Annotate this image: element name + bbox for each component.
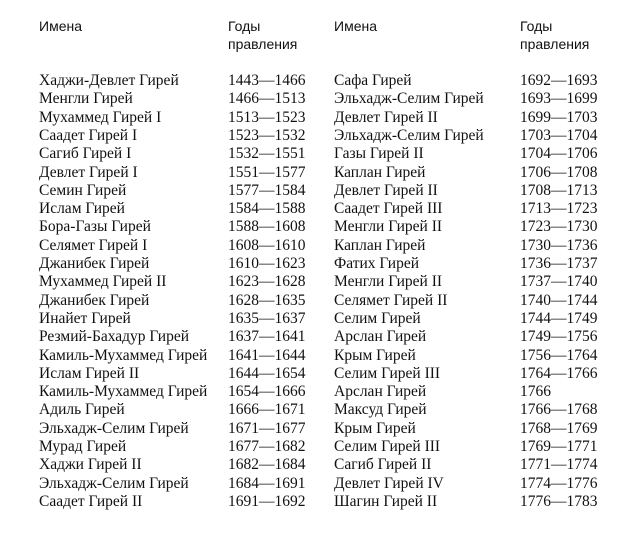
khan-name-right: Каплан Гирей [334, 236, 426, 254]
reign-years-right: 1766 [520, 383, 551, 401]
header-years-right: Годы правления [520, 18, 590, 52]
table-row [0, 273, 634, 291]
table-row [0, 109, 634, 127]
table-row [0, 127, 634, 145]
reign-years-right: 1771—1774 [520, 456, 598, 474]
reign-years-right: 1774—1776 [520, 474, 598, 492]
reign-years-right: 1736—1737 [520, 255, 598, 272]
reign-years-left: 1608—1610 [228, 236, 306, 254]
reign-years-left: 1641—1644 [228, 346, 306, 364]
reign-years-right: 1708—1713 [520, 181, 598, 199]
table-row [0, 200, 634, 218]
reign-years-left: 1635—1637 [228, 309, 306, 327]
table-row [0, 438, 634, 456]
table-row [0, 255, 634, 273]
reign-years-left: 1551—1577 [228, 163, 306, 181]
khan-name-left: Хаджи-Девлет Гирей [39, 72, 179, 89]
reign-years-left: 1523—1532 [228, 126, 306, 144]
reign-years-left: 1623—1628 [228, 273, 306, 291]
reign-years-right: 1692—1693 [520, 72, 598, 89]
reign-years-right: 1764—1766 [520, 364, 598, 382]
khan-name-right: Фатих Гирей [334, 255, 420, 272]
khan-name-left: Камиль-Мухаммед Гирей [39, 346, 208, 364]
table-row [0, 218, 634, 236]
khan-name-left: Эльхадж-Селим Гирей [39, 419, 189, 437]
reign-years-left: 1671—1677 [228, 419, 306, 437]
khan-name-right: Менгли Гирей II [334, 218, 443, 236]
reign-years-left: 1628—1635 [228, 291, 306, 309]
khan-name-left: Мухаммед Гирей II [39, 273, 167, 291]
reign-years-right: 1756—1764 [520, 346, 598, 364]
khan-name-left: Мурад Гирей [39, 438, 127, 455]
khan-name-left: Ислам Гирей II [39, 364, 140, 382]
table-row [0, 310, 634, 328]
reign-years-right: 1776—1783 [520, 492, 598, 510]
khan-name-right: Сагиб Гирей II [334, 456, 432, 474]
reign-years-right: 1737—1740 [520, 273, 598, 291]
khan-name-right: Каплан Гирей [334, 163, 426, 181]
khan-name-right: Менгли Гирей II [334, 273, 443, 291]
reign-years-left: 1532—1551 [228, 145, 306, 163]
khan-name-left: Мухаммед Гирей I [39, 108, 162, 126]
reign-years-right: 1749—1756 [520, 328, 598, 346]
table-row [0, 347, 634, 365]
khan-name-right: Девлет Гирей II [334, 181, 438, 199]
reign-years-left: 1443—1466 [228, 72, 306, 89]
reign-years-left: 1577—1584 [228, 181, 306, 199]
khan-name-right: Максуд Гирей [334, 401, 427, 419]
khan-name-left: Девлет Гирей I [39, 163, 138, 181]
reign-years-left: 1588—1608 [228, 218, 306, 236]
table-row [0, 401, 634, 419]
khan-name-right: Селим Гирей [334, 309, 421, 327]
reign-years-right: 1706—1708 [520, 163, 598, 181]
table-row [0, 365, 634, 383]
table-row [0, 475, 634, 493]
khan-name-right: Шагин Гирей II [334, 492, 438, 510]
reign-years-left: 1666—1671 [228, 401, 306, 419]
header-years-left: Годы правления [228, 18, 298, 52]
reign-years-right: 1730—1736 [520, 236, 598, 254]
khan-name-right: Крым Гирей [334, 346, 416, 364]
reign-years-left: 1691—1692 [228, 492, 306, 510]
khan-name-right: Эльхадж-Селим Гирей [334, 126, 484, 144]
reign-years-left: 1654—1666 [228, 383, 306, 401]
khan-name-left: Бора-Газы Гирей [39, 218, 151, 236]
khan-name-right: Арслан Гирей [334, 383, 427, 401]
header-names-right: Имена [334, 18, 377, 34]
table-row [0, 328, 634, 346]
khan-name-right: Сафа Гирей [334, 72, 412, 89]
khan-name-right: Девлет Гирей IV [334, 474, 444, 492]
table-row [0, 420, 634, 438]
table-row [0, 145, 634, 163]
reign-years-right: 1744—1749 [520, 309, 598, 327]
reign-years-left: 1610—1623 [228, 255, 306, 272]
reign-years-right: 1713—1723 [520, 200, 598, 218]
table-row [0, 292, 634, 310]
reign-years-right: 1703—1704 [520, 126, 598, 144]
reign-years-left: 1637—1641 [228, 328, 306, 346]
khan-name-right: Крым Гирей [334, 419, 416, 437]
khan-name-left: Адиль Гирей [39, 401, 125, 419]
table-row [0, 237, 634, 255]
table-row [0, 164, 634, 182]
reign-years-left: 1677—1682 [228, 438, 306, 455]
reign-years-right: 1693—1699 [520, 90, 598, 108]
reign-years-left: 1466—1513 [228, 90, 306, 108]
khan-name-right: Саадет Гирей III [334, 200, 443, 218]
khan-name-right: Селим Гирей III [334, 438, 441, 455]
khan-name-left: Ислам Гирей [39, 200, 125, 218]
reign-years-right: 1723—1730 [520, 218, 598, 236]
reign-years-right: 1769—1771 [520, 438, 598, 455]
khan-name-right: Селямет Гирей II [334, 291, 448, 309]
khan-name-left: Саадет Гирей I [39, 126, 138, 144]
header-names-left: Имена [39, 18, 82, 34]
khan-name-left: Джанибек Гирей [39, 291, 150, 309]
table-row [0, 456, 634, 474]
reign-years-right: 1740—1744 [520, 291, 598, 309]
khan-name-left: Камиль-Мухаммед Гирей [39, 383, 208, 401]
reign-years-left: 1513—1523 [228, 108, 306, 126]
reign-years-left: 1584—1588 [228, 200, 306, 218]
khan-name-left: Резмий-Бахадур Гирей [39, 328, 190, 346]
khan-name-right: Селим Гирей III [334, 364, 441, 382]
reign-years-left: 1684—1691 [228, 474, 306, 492]
reign-years-left: 1682—1684 [228, 456, 306, 474]
khan-name-left: Хаджи Гирей II [39, 456, 142, 474]
khan-name-left: Семин Гирей [39, 181, 127, 199]
khan-name-left: Саадет Гирей II [39, 492, 143, 510]
khan-name-left: Селямет Гирей I [39, 236, 148, 254]
khan-name-right: Арслан Гирей [334, 328, 427, 346]
reign-years-right: 1699—1703 [520, 108, 598, 126]
reign-years-left: 1644—1654 [228, 364, 306, 382]
reign-years-right: 1766—1768 [520, 401, 598, 419]
reign-years-right: 1704—1706 [520, 145, 598, 163]
khan-name-right: Девлет Гирей II [334, 108, 438, 126]
khan-name-left: Сагиб Гирей I [39, 145, 132, 163]
khan-name-left: Менгли Гирей [39, 90, 133, 108]
khan-name-left: Эльхадж-Селим Гирей [39, 474, 189, 492]
reign-years-right: 1768—1769 [520, 419, 598, 437]
khan-name-left: Инайет Гирей [39, 309, 131, 327]
table-row [0, 493, 634, 511]
table-row [0, 72, 634, 90]
table-row [0, 182, 634, 200]
table-row [0, 383, 634, 401]
khan-name-left: Джанибек Гирей [39, 255, 150, 272]
table-row [0, 90, 634, 108]
khan-name-right: Газы Гирей II [334, 145, 424, 163]
khan-name-right: Эльхадж-Селим Гирей [334, 90, 484, 108]
